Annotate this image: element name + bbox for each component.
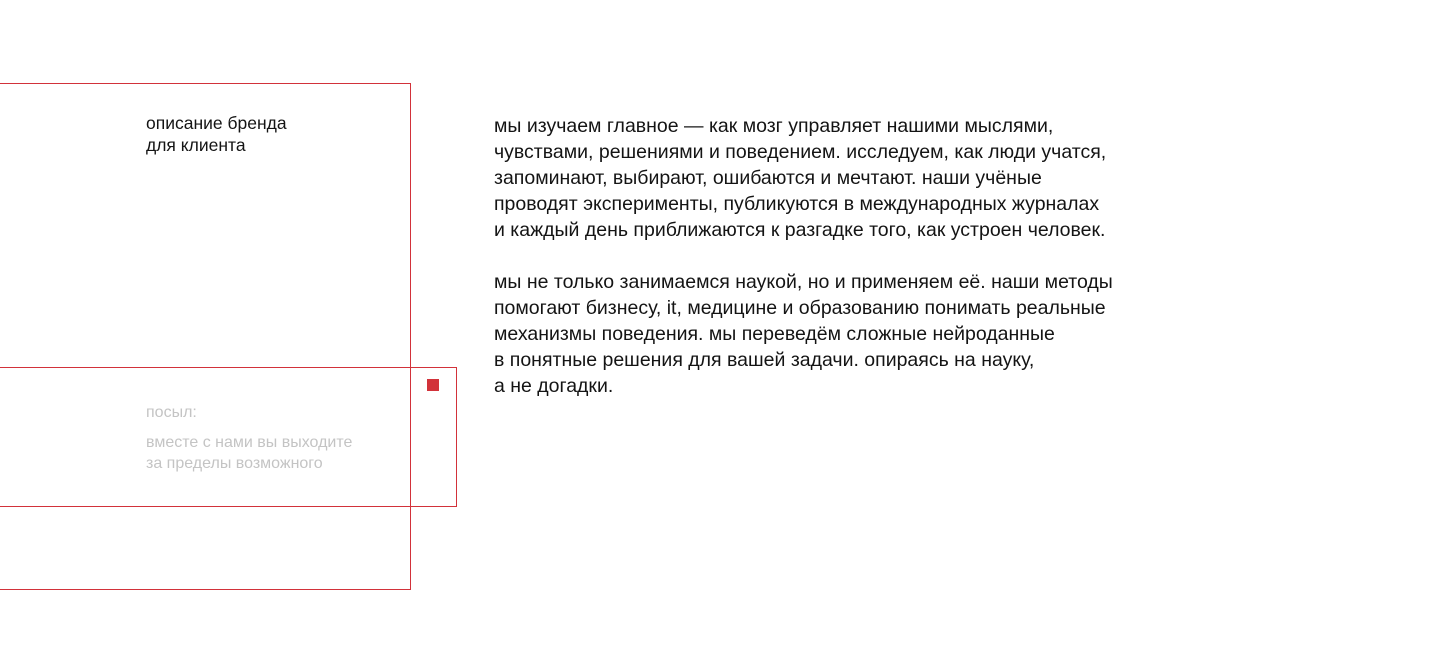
message-line: вместе с нами вы выходите [146, 434, 353, 451]
paragraph-2 [494, 269, 1214, 399]
text-line: проводят эксперименты, публикуются в международных журналах [494, 193, 1100, 215]
accent-square [427, 379, 439, 391]
text-line: в понятные решения для вашей задачи. опираясь на науку, [494, 349, 1035, 371]
outline-frame-large [0, 83, 411, 590]
message-title: посыл: [146, 404, 197, 421]
text-line: запоминают, выбирают, ошибаются и мечтают. наши учёные [494, 167, 1042, 189]
text-line: мы не только занимаемся наукой, но и применяем её. наши методы [494, 271, 1113, 293]
text-line: помогают бизнесу, it, медицине и образованию понимать реальные [494, 297, 1106, 319]
text-line: механизмы поведения. мы переведём сложные нейроданные [494, 323, 1055, 345]
text-line: и каждый день приближаются к разгадке того, как устроен человек. [494, 219, 1106, 241]
brand-label-line: для клиента [146, 135, 246, 155]
text-line: чувствами, решениями и поведением. исследуем, как люди учатся, [494, 141, 1107, 163]
message-line: за пределы возможного [146, 455, 323, 472]
text-line: а не догадки. [494, 375, 614, 397]
brand-label-line: описание бренда [146, 113, 287, 133]
paragraph-1 [494, 113, 1214, 243]
brand-description-text [494, 113, 1214, 425]
brand-description-label [146, 112, 386, 156]
text-line: мы изучаем главное — как мозг управляет нашими мыслями, [494, 115, 1054, 137]
message-text [146, 432, 406, 474]
